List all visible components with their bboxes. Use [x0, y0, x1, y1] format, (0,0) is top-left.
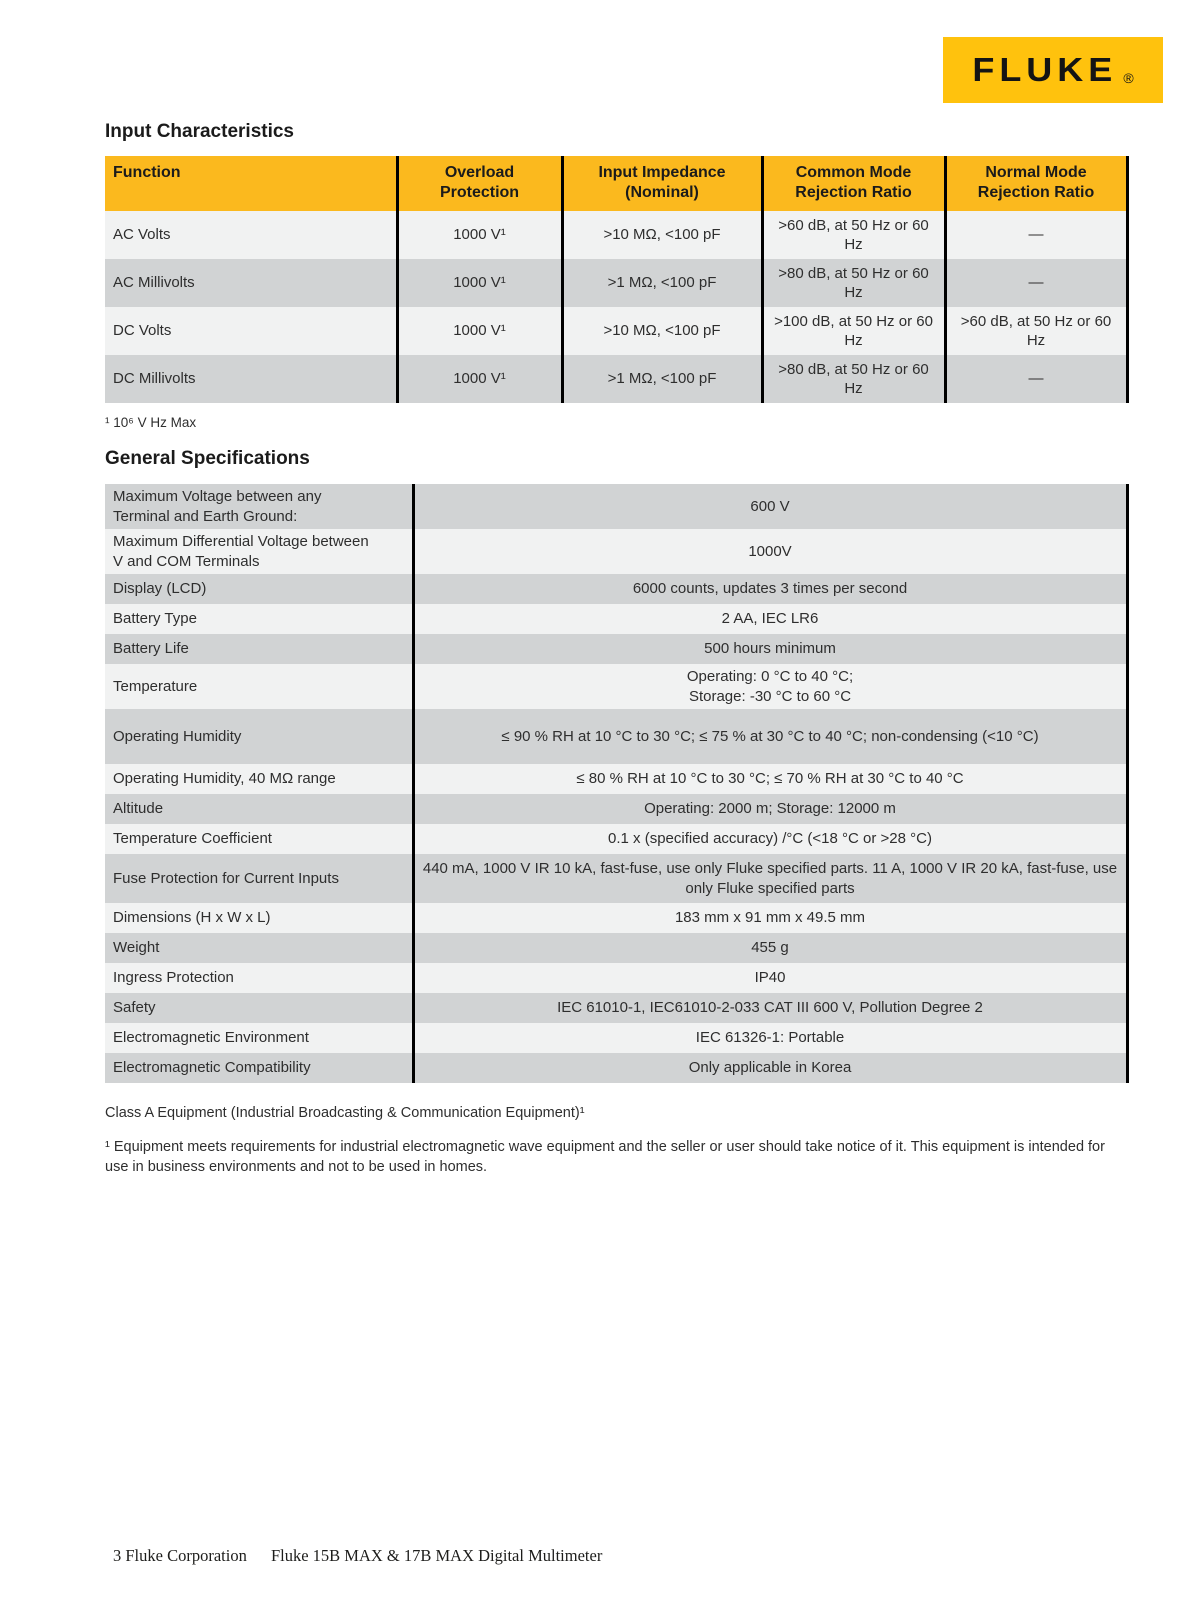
value-cell: >100 dB, at 50 Hz or 60 Hz [762, 307, 945, 355]
spec-label: Dimensions (H x W x L) [105, 903, 413, 933]
spec-row [105, 484, 1127, 529]
value-cell: >80 dB, at 50 Hz or 60 Hz [762, 259, 945, 307]
spec-value: 2 AA, IEC LR6 [413, 604, 1127, 634]
value-cell: 1000 V¹ [397, 307, 562, 355]
class-a-equipment-note: Class A Equipment (Industrial Broadcasting & Communication Equipment)¹ [105, 1105, 585, 1121]
spec-row [105, 529, 1127, 574]
spec-row [105, 604, 1127, 634]
footer-company: Fluke Corporation [125, 1546, 247, 1565]
spec-row [105, 794, 1127, 824]
spec-row [105, 824, 1127, 854]
spec-row [105, 1053, 1127, 1083]
spec-row [105, 854, 1127, 903]
spec-row [105, 709, 1127, 764]
spec-value: IEC 61326-1: Portable [413, 1023, 1127, 1053]
spec-value: ≤ 80 % RH at 10 °C to 30 °C; ≤ 70 % RH at 30 °C to 40 °C [413, 764, 1127, 794]
input-characteristics-table [105, 156, 1129, 403]
spec-label: Electromagnetic Compatibility [105, 1053, 413, 1083]
table-row [105, 259, 1127, 307]
page-number: 3 [113, 1546, 122, 1565]
value-cell: — [945, 211, 1127, 259]
spec-value: 455 g [413, 933, 1127, 963]
spec-value: 500 hours minimum [413, 634, 1127, 664]
spec-row [105, 933, 1127, 963]
spec-value: 440 mA, 1000 V IR 10 kA, fast-fuse, use only Fluke specified parts. 11 A, 1000 V IR 20 kA, fast-fuse, use only Fluke specified parts [413, 854, 1127, 903]
function-cell: DC Millivolts [105, 355, 397, 403]
spec-value: ≤ 90 % RH at 10 °C to 30 °C; ≤ 75 % at 30 °C to 40 °C; non-condensing (<10 °C) [413, 709, 1127, 764]
table-row [105, 307, 1127, 355]
spec-row [105, 963, 1127, 993]
spec-label: Display (LCD) [105, 574, 413, 604]
value-cell: >1 MΩ, <100 pF [562, 259, 762, 307]
spec-row [105, 634, 1127, 664]
spec-label: Ingress Protection [105, 963, 413, 993]
column-header-3: Common Mode Rejection Ratio [762, 156, 945, 211]
page-footer [113, 1546, 602, 1566]
input-table-header-row [105, 156, 1127, 211]
input-characteristics-heading: Input Characteristics [105, 121, 294, 142]
spec-value: Operating: 0 °C to 40 °C; Storage: -30 °C to 60 °C [413, 664, 1127, 709]
spec-value: Operating: 2000 m; Storage: 12000 m [413, 794, 1127, 824]
value-cell: >1 MΩ, <100 pF [562, 355, 762, 403]
value-cell: >10 MΩ, <100 pF [562, 211, 762, 259]
spec-row [105, 664, 1127, 709]
korea-footnote: ¹ Equipment meets requirements for industrial electromagnetic wave equipment and the seller or user should take notice of it. This equipment is intended for use in business environments and not to be used in homes. [105, 1139, 1105, 1176]
spec-label: Fuse Protection for Current Inputs [105, 854, 413, 903]
fluke-logo-text: FLUKE [972, 50, 1118, 89]
column-header-1: Overload Protection [397, 156, 562, 211]
function-cell: DC Volts [105, 307, 397, 355]
spec-value: 0.1 x (specified accuracy) /°C (<18 °C or >28 °C) [413, 824, 1127, 854]
spec-label: Temperature Coefficient [105, 824, 413, 854]
spec-value: 600 V [413, 484, 1127, 529]
value-cell: 1000 V¹ [397, 259, 562, 307]
spec-label: Safety [105, 993, 413, 1023]
input-table-footnote: ¹ 10⁶ V Hz Max [105, 415, 197, 430]
value-cell: — [945, 355, 1127, 403]
value-cell: 1000 V¹ [397, 355, 562, 403]
spec-label: Electromagnetic Environment [105, 1023, 413, 1053]
spec-label: Temperature [105, 664, 413, 709]
spec-label: Altitude [105, 794, 413, 824]
function-cell: AC Volts [105, 211, 397, 259]
spec-value: Only applicable in Korea [413, 1053, 1127, 1083]
spec-row [105, 903, 1127, 933]
value-cell: >80 dB, at 50 Hz or 60 Hz [762, 355, 945, 403]
footer-product-title: Fluke 15B MAX & 17B MAX Digital Multimeter [270, 1546, 603, 1565]
spec-label: Battery Life [105, 634, 413, 664]
spec-value: IP40 [413, 963, 1127, 993]
registered-trademark-icon: ® [1123, 70, 1134, 86]
spec-value: IEC 61010-1, IEC61010-2-033 CAT III 600 V, Pollution Degree 2 [413, 993, 1127, 1023]
spec-row [105, 993, 1127, 1023]
value-cell: — [945, 259, 1127, 307]
column-header-0: Function [105, 156, 397, 211]
spec-value: 183 mm x 91 mm x 49.5 mm [413, 903, 1127, 933]
spec-label: Maximum Differential Voltage between V and COM Terminals [105, 529, 413, 574]
spec-label: Maximum Voltage between any Terminal and Earth Ground: [105, 484, 413, 529]
spec-row [105, 764, 1127, 794]
value-cell: >10 MΩ, <100 pF [562, 307, 762, 355]
function-cell: AC Millivolts [105, 259, 397, 307]
value-cell: 1000 V¹ [397, 211, 562, 259]
page-content [105, 0, 1127, 1178]
table-row [105, 211, 1127, 259]
value-cell: >60 dB, at 50 Hz or 60 Hz [945, 307, 1127, 355]
spec-label: Operating Humidity, 40 MΩ range [105, 764, 413, 794]
table-row [105, 355, 1127, 403]
general-specifications-heading: General Specifications [105, 448, 310, 469]
spec-label: Battery Type [105, 604, 413, 634]
column-header-4: Normal Mode Rejection Ratio [945, 156, 1127, 211]
general-specifications-table [105, 484, 1129, 1083]
spec-label: Weight [105, 933, 413, 963]
spec-row [105, 1023, 1127, 1053]
spec-label: Operating Humidity [105, 709, 413, 764]
column-header-2: Input Impedance (Nominal) [562, 156, 762, 211]
spec-row [105, 574, 1127, 604]
spec-value: 1000V [413, 529, 1127, 574]
spec-value: 6000 counts, updates 3 times per second [413, 574, 1127, 604]
value-cell: >60 dB, at 50 Hz or 60 Hz [762, 211, 945, 259]
